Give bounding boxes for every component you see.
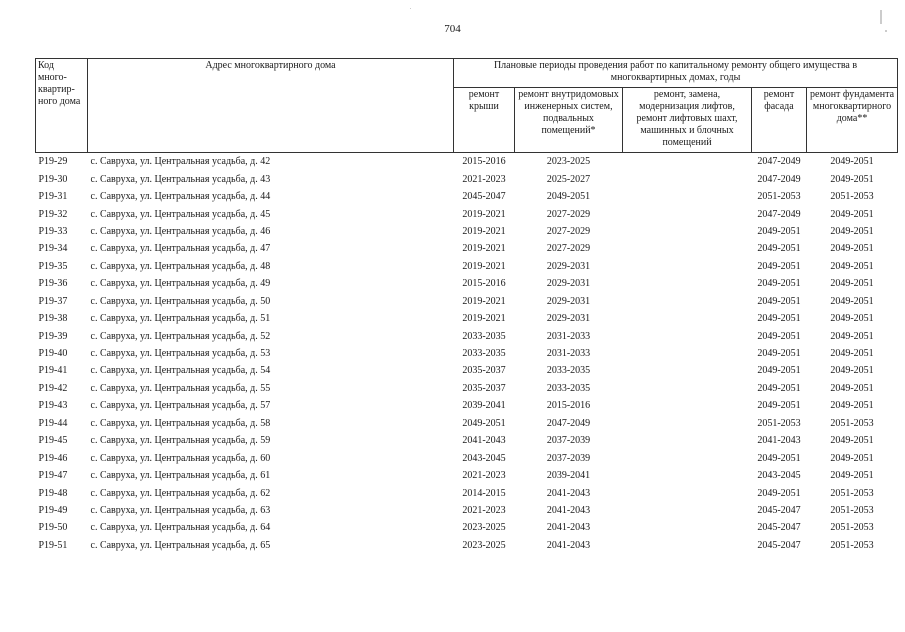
cell-roof: 2041-2043 [462,435,506,447]
cell-facade: 2049-2051 [757,348,801,360]
cell-address: с. Савруха, ул. Центральная усадьба, д. 61 [90,470,271,482]
cell-code: Р19-45 [38,435,68,447]
cell-elevators [623,240,752,257]
cell-roof: 2019-2021 [462,243,506,255]
cell-elevators [623,223,752,240]
cell-roof: 2019-2021 [462,295,506,307]
cell-roof: 2033-2035 [462,330,506,342]
cell-foundation: 2051-2053 [830,191,874,203]
cell-roof: 2019-2021 [462,225,506,237]
cell-address: с. Савруха, ул. Центральная усадьба, д. 60 [90,452,271,464]
cell-address: с. Савруха, ул. Центральная усадьба, д. 55 [90,382,271,394]
cell-foundation: 2051-2053 [830,504,874,516]
cell-elevators [623,380,752,397]
cell-engineering: 2029-2031 [546,260,591,272]
header-address: Адрес многоквартирного дома [88,59,454,153]
cell-address: с. Савруха, ул. Центральная усадьба, д. 64 [90,522,271,534]
table-row [36,362,898,379]
table-row [36,502,898,519]
cell-elevators [623,327,752,344]
table-row [36,449,898,466]
header-code: Код много-квартир-ного дома [36,59,88,153]
cell-facade: 2051-2053 [757,417,801,429]
cell-code: Р19-37 [38,295,68,307]
cell-roof: 2035-2037 [462,382,506,394]
cell-foundation: 2049-2051 [830,452,874,464]
repair-schedule-table [35,58,898,554]
cell-facade: 2049-2051 [757,452,801,464]
cell-code: Р19-38 [38,313,68,325]
cell-code: Р19-32 [38,208,68,220]
cell-roof: 2023-2025 [462,522,506,534]
cell-address: с. Савруха, ул. Центральная усадьба, д. 46 [90,225,271,237]
cell-facade: 2041-2043 [757,435,801,447]
cell-foundation: 2049-2051 [830,243,874,255]
cell-facade: 2045-2047 [757,504,801,516]
table-row [36,258,898,275]
cell-code: Р19-44 [38,417,68,429]
table-row [36,310,898,327]
table-row [36,327,898,344]
cell-engineering: 2039-2041 [546,470,591,482]
cell-engineering: 2037-2039 [546,435,591,447]
cell-elevators [623,345,752,362]
cell-foundation: 2049-2051 [830,225,874,237]
cell-elevators [623,519,752,536]
cell-engineering: 2027-2029 [546,225,591,237]
table-row [36,537,898,554]
cell-foundation: 2051-2053 [830,417,874,429]
header-roof: ремонт крыши [454,88,515,153]
cell-facade: 2045-2047 [757,522,801,534]
cell-code: Р19-33 [38,225,68,237]
table-row [36,432,898,449]
cell-foundation: 2049-2051 [830,400,874,412]
cell-address: с. Савруха, ул. Центральная усадьба, д. 43 [90,173,271,185]
cell-engineering: 2047-2049 [546,417,591,429]
cell-roof: 2015-2016 [462,278,506,290]
cell-code: Р19-50 [38,522,68,534]
cell-address: с. Савруха, ул. Центральная усадьба, д. 51 [90,313,271,325]
cell-address: с. Савруха, ул. Центральная усадьба, д. 57 [90,400,271,412]
cell-code: Р19-49 [38,504,68,516]
scan-speck [885,30,887,32]
cell-code: Р19-42 [38,382,68,394]
cell-facade: 2049-2051 [757,225,801,237]
cell-code: Р19-36 [38,278,68,290]
cell-engineering: 2049-2051 [546,191,591,203]
cell-foundation: 2049-2051 [830,365,874,377]
cell-address: с. Савруха, ул. Центральная усадьба, д. 54 [90,365,271,377]
cell-roof: 2023-2025 [462,539,506,551]
cell-roof: 2019-2021 [462,260,506,272]
cell-foundation: 2049-2051 [830,295,874,307]
cell-elevators [623,484,752,501]
cell-engineering: 2041-2043 [546,522,591,534]
cell-elevators [623,153,752,171]
cell-foundation: 2049-2051 [830,278,874,290]
cell-foundation: 2051-2053 [830,487,874,499]
table-header [36,59,898,153]
cell-engineering: 2027-2029 [546,243,591,255]
cell-engineering: 2025-2027 [546,173,591,185]
cell-foundation: 2049-2051 [830,470,874,482]
cell-elevators [623,432,752,449]
table-row [36,345,898,362]
cell-address: с. Савруха, ул. Центральная усадьба, д. 48 [90,260,271,272]
cell-roof: 2015-2016 [454,153,515,171]
cell-foundation: 2049-2051 [830,313,874,325]
cell-roof: 2045-2047 [462,191,506,203]
cell-foundation: 2049-2051 [830,173,874,185]
cell-facade: 2049-2051 [757,382,801,394]
cell-code: Р19-34 [38,243,68,255]
cell-facade: 2049-2051 [757,365,801,377]
cell-elevators [623,449,752,466]
cell-elevators [623,275,752,292]
cell-engineering: 2031-2033 [546,348,591,360]
cell-engineering: 2029-2031 [546,295,591,307]
cell-facade: 2049-2051 [757,313,801,325]
cell-roof: 2035-2037 [462,365,506,377]
cell-roof: 2014-2015 [462,487,506,499]
cell-facade: 2049-2051 [757,330,801,342]
cell-code: Р19-35 [38,260,68,272]
cell-address: с. Савруха, ул. Центральная усадьба, д. 62 [90,487,271,499]
table-row [36,397,898,414]
cell-facade: 2047-2049 [757,173,801,185]
cell-foundation: 2049-2051 [830,260,874,272]
cell-facade: 2049-2051 [757,487,801,499]
cell-elevators [623,467,752,484]
cell-elevators [623,293,752,310]
table-body [36,153,898,555]
cell-roof: 2033-2035 [462,348,506,360]
table-row [36,153,898,171]
header-facade: ремонт фасада [752,88,807,153]
cell-foundation: 2049-2051 [807,153,898,171]
cell-foundation: 2049-2051 [830,208,874,220]
cell-facade: 2047-2049 [757,208,801,220]
cell-code: Р19-48 [38,487,68,499]
cell-engineering: 2027-2029 [546,208,591,220]
cell-engineering: 2041-2043 [546,487,591,499]
cell-code: Р19-41 [38,365,68,377]
cell-code: Р19-51 [38,539,68,551]
cell-engineering: 2029-2031 [546,313,591,325]
table-row [36,223,898,240]
cell-engineering: 2033-2035 [546,365,591,377]
cell-roof: 2049-2051 [462,417,506,429]
table-row [36,415,898,432]
header-foundation: ремонт фундамента многоквартирного дома** [807,88,898,153]
cell-elevators [623,362,752,379]
cell-address: с. Савруха, ул. Центральная усадьба, д. 58 [90,417,271,429]
cell-address: с. Савруха, ул. Центральная усадьба, д. 52 [90,330,271,342]
cell-elevators [623,205,752,222]
cell-engineering: 2041-2043 [546,539,591,551]
table-row [36,467,898,484]
cell-facade: 2049-2051 [757,243,801,255]
cell-roof: 2019-2021 [462,313,506,325]
cell-facade: 2049-2051 [757,278,801,290]
cell-address: с. Савруха, ул. Центральная усадьба, д. 65 [90,539,271,551]
cell-address: с. Савруха, ул. Центральная усадьба, д. 49 [90,278,271,290]
table-row [36,519,898,536]
cell-code: Р19-29 [36,153,88,171]
cell-code: Р19-43 [38,400,68,412]
cell-address: с. Савруха, ул. Центральная усадьба, д. 47 [90,243,271,255]
table-row [36,293,898,310]
cell-foundation: 2049-2051 [830,382,874,394]
cell-roof: 2021-2023 [462,504,506,516]
cell-address: с. Савруха, ул. Центральная усадьба, д. 45 [90,208,271,220]
cell-facade: 2049-2051 [757,295,801,307]
table-row [36,170,898,187]
cell-foundation: 2049-2051 [830,348,874,360]
cell-code: Р19-40 [38,348,68,360]
scan-speck [410,8,411,9]
cell-engineering: 2029-2031 [546,278,591,290]
cell-roof: 2021-2023 [462,470,506,482]
cell-engineering: 2041-2043 [546,504,591,516]
cell-elevators [623,188,752,205]
cell-engineering: 2015-2016 [546,400,591,412]
cell-code: Р19-47 [38,470,68,482]
cell-elevators [623,502,752,519]
cell-address: с. Савруха, ул. Центральная усадьба, д. 53 [90,348,271,360]
cell-foundation: 2051-2053 [830,522,874,534]
cell-address: с. Савруха, ул. Центральная усадьба, д. 63 [90,504,271,516]
cell-engineering: 2033-2035 [546,382,591,394]
cell-engineering: 2037-2039 [546,452,591,464]
cell-address: с. Савруха, ул. Центральная усадьба, д. 44 [90,191,271,203]
cell-facade: 2047-2049 [752,153,807,171]
cell-facade: 2051-2053 [757,191,801,203]
cell-engineering: 2031-2033 [546,330,591,342]
header-engineering: ремонт внутридомовых инженерных систем, подвальных помещений* [515,88,623,153]
cell-facade: 2045-2047 [757,539,801,551]
cell-address: с. Савруха, ул. Центральная усадьба, д. 50 [90,295,271,307]
cell-foundation: 2051-2053 [830,539,874,551]
table-row [36,380,898,397]
page-number: 704 [444,23,461,35]
scan-speck [880,10,882,24]
header-elevators: ремонт, замена, модернизация лифтов, ремонт лифтовых шахт, машинных и блочных помещений [623,88,752,153]
cell-elevators [623,397,752,414]
cell-roof: 2039-2041 [462,400,506,412]
cell-elevators [623,258,752,275]
cell-elevators [623,537,752,554]
table-row [36,188,898,205]
cell-roof: 2019-2021 [462,208,506,220]
cell-code: Р19-30 [38,173,68,185]
cell-code: Р19-39 [38,330,68,342]
cell-elevators [623,415,752,432]
cell-facade: 2049-2051 [757,260,801,272]
cell-foundation: 2049-2051 [830,435,874,447]
table-row [36,484,898,501]
cell-facade: 2049-2051 [757,400,801,412]
table-row [36,205,898,222]
cell-code: Р19-31 [38,191,68,203]
cell-foundation: 2049-2051 [830,330,874,342]
cell-roof: 2043-2045 [462,452,506,464]
cell-code: Р19-46 [38,452,68,464]
header-periods: Плановые периоды проведения работ по капитальному ремонту общего имущества в многоквартирных домах, годы [454,59,898,88]
cell-facade: 2043-2045 [757,470,801,482]
cell-address: с. Савруха, ул. Центральная усадьба, д. 42 [88,153,454,171]
cell-roof: 2021-2023 [462,173,506,185]
table-row [36,240,898,257]
cell-elevators [623,310,752,327]
table-row [36,275,898,292]
cell-elevators [623,170,752,187]
cell-engineering: 2023-2025 [515,153,623,171]
cell-address: с. Савруха, ул. Центральная усадьба, д. 59 [90,435,271,447]
